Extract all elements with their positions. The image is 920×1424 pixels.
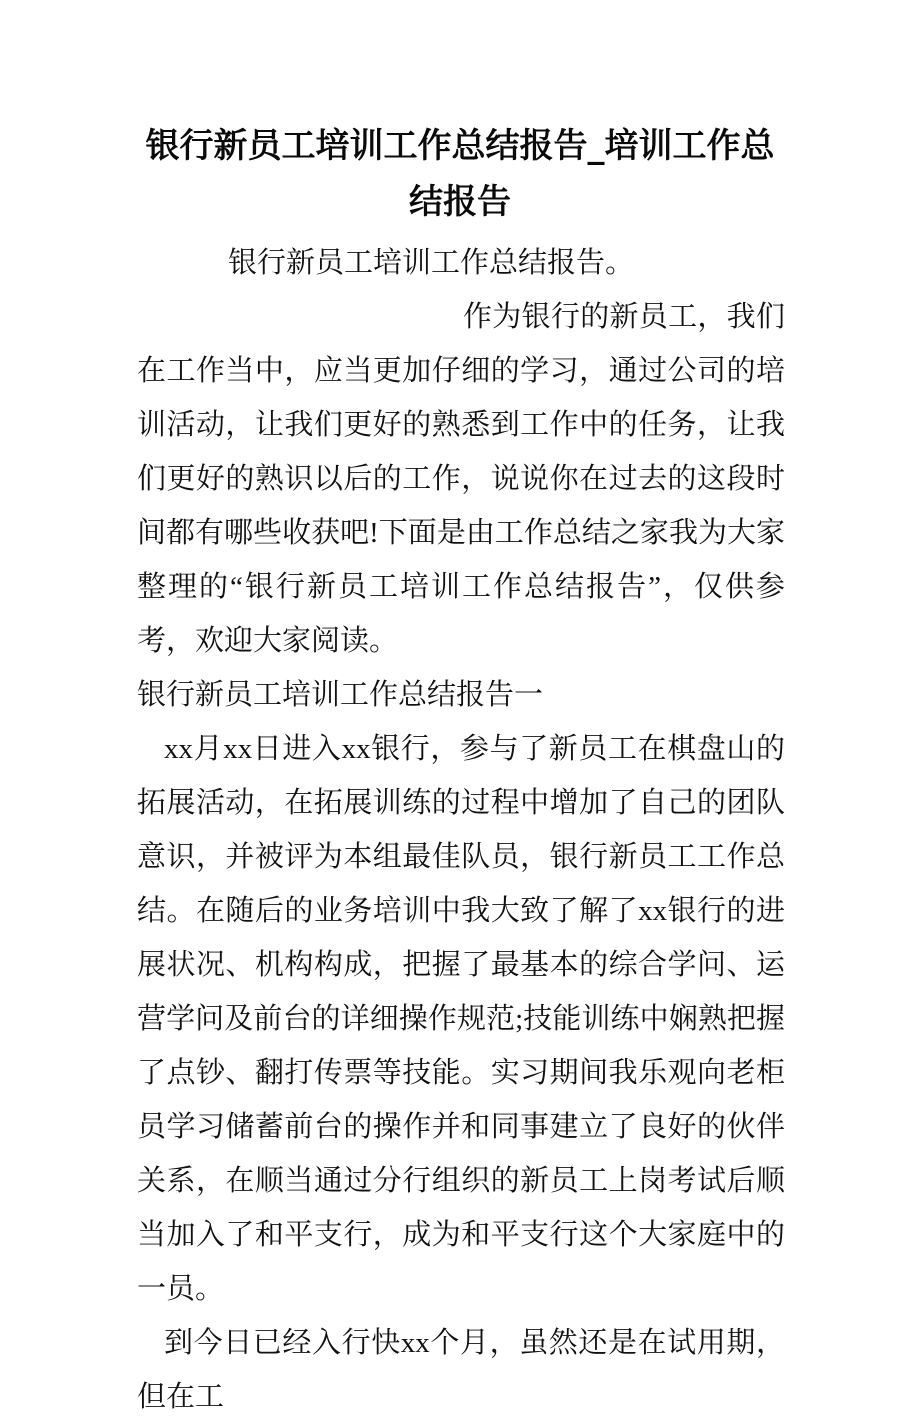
page-title: 银行新员工培训工作总结报告_培训工作总结报告	[145, 126, 775, 222]
lead-line: 银行新员工培训工作总结报告。	[228, 247, 635, 279]
document-body	[137, 236, 785, 1424]
intro-paragraph: 作为银行的新员工，我们在工作当中，应当更加仔细的学习，通过公司的培训活动，让我们更好的熟悉到工作中的任务，让我们更好的熟识以后的工作，说说你在过去的这段时间都有哪些收获吧!下面是由工作总结之家我为大家整理的“银行新员工培训工作总结报告”，仅供参考，欢迎大家阅读。	[137, 301, 785, 657]
section-heading-1: 银行新员工培训工作总结报告一	[137, 679, 544, 711]
section-1-paragraph-2: 到今日已经入行快xx个月，虽然还是在试用期，但在工	[137, 1327, 785, 1413]
section-1-paragraph-1: xx月xx日进入xx银行，参与了新员工在棋盘山的拓展活动，在拓展训练的过程中增加了自己的团队意识，并被评为本组最佳队员，银行新员工工作总结。在随后的业务培训中我大致了解了xx银行的进展状况、机构构成，把握了最基本的综合学问、运营学问及前台的详细操作规范;技能训练中娴熟把握了点钞、翻打传票等技能。实习期间我乐观向老柜员学习储蓄前台的操作并和同事建立了良好的伙伴关系，在顺当通过分行组织的新员工上岗考试后顺当加入了和平支行，成为和平支行这个大家庭中的一员。	[137, 733, 785, 1305]
